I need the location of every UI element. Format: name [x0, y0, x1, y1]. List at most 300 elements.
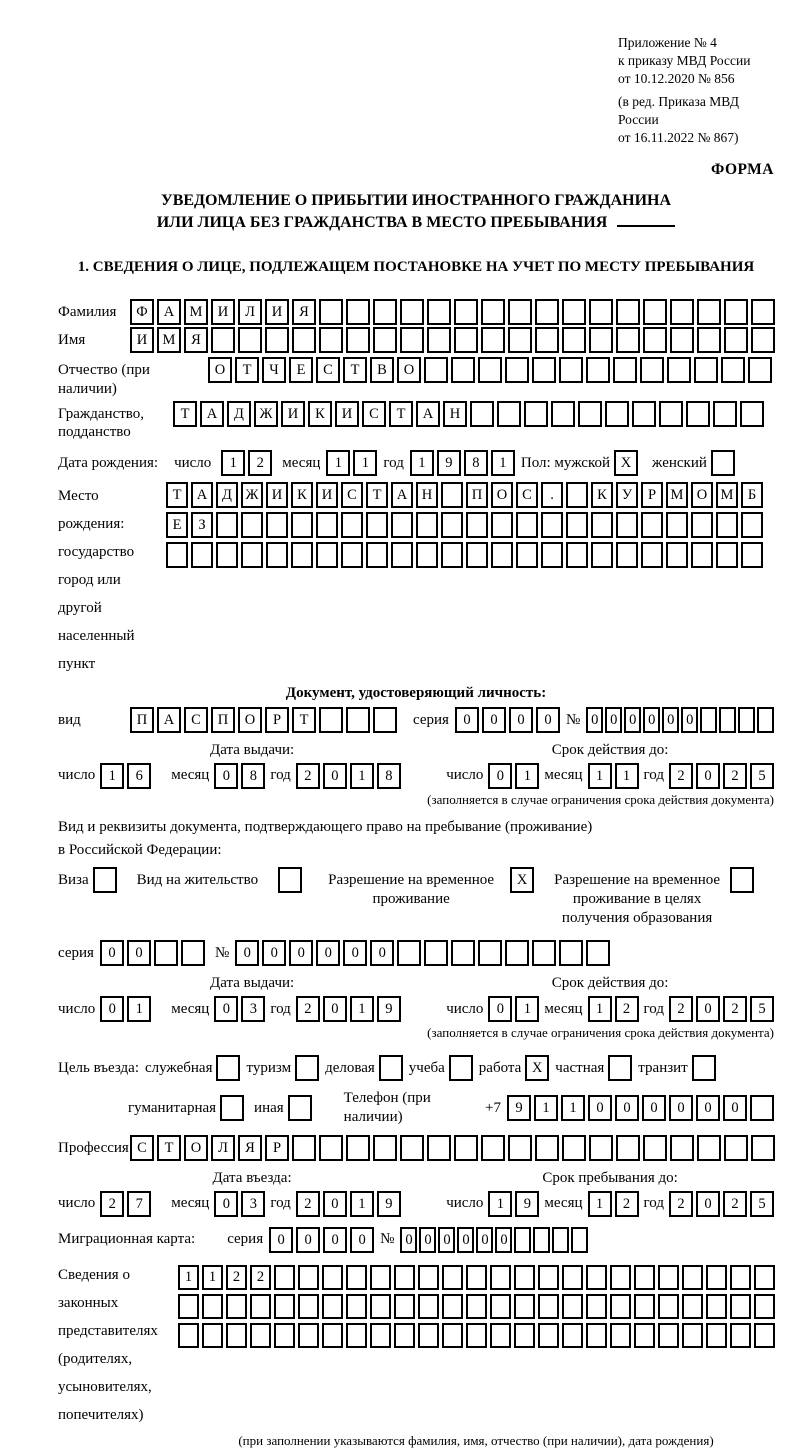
form-cell[interactable]: О: [397, 357, 421, 383]
form-cell[interactable]: [589, 1135, 613, 1161]
form-cell[interactable]: Т: [343, 357, 367, 383]
form-cell[interactable]: 0: [586, 707, 603, 733]
form-cell[interactable]: [442, 1265, 463, 1290]
form-cell[interactable]: [491, 512, 513, 538]
form-cell[interactable]: 9: [437, 450, 461, 476]
form-cell[interactable]: [322, 1294, 343, 1319]
form-cell[interactable]: [427, 327, 451, 353]
form-cell[interactable]: [666, 512, 688, 538]
form-cell[interactable]: [466, 512, 488, 538]
form-cell[interactable]: [478, 357, 502, 383]
residence-valid-day-input[interactable]: [488, 996, 539, 1022]
form-cell[interactable]: [562, 1265, 583, 1290]
form-cell[interactable]: [670, 327, 694, 353]
form-cell[interactable]: [178, 1294, 199, 1319]
form-cell[interactable]: 3: [241, 996, 265, 1022]
form-cell[interactable]: [738, 707, 755, 733]
form-cell[interactable]: [751, 1135, 775, 1161]
form-cell[interactable]: Р: [265, 1135, 289, 1161]
form-cell[interactable]: 0: [482, 707, 506, 733]
form-cell[interactable]: 9: [507, 1095, 531, 1121]
form-cell[interactable]: 1: [515, 996, 539, 1022]
form-cell[interactable]: [514, 1265, 535, 1290]
form-cell[interactable]: [586, 357, 610, 383]
form-cell[interactable]: 0: [419, 1227, 436, 1253]
form-cell[interactable]: [391, 542, 413, 568]
form-cell[interactable]: 1: [491, 450, 515, 476]
form-cell[interactable]: [586, 1294, 607, 1319]
form-cell[interactable]: 0: [696, 1095, 720, 1121]
form-cell[interactable]: [466, 1265, 487, 1290]
identity-issue-day-input[interactable]: [100, 763, 151, 789]
form-cell[interactable]: [616, 542, 638, 568]
form-cell[interactable]: [400, 327, 424, 353]
form-cell[interactable]: [640, 357, 664, 383]
form-cell[interactable]: О: [184, 1135, 208, 1161]
form-cell[interactable]: [535, 299, 559, 325]
form-cell[interactable]: [481, 299, 505, 325]
form-cell[interactable]: М: [716, 482, 738, 508]
form-cell[interactable]: А: [416, 401, 440, 427]
form-cell[interactable]: [394, 1323, 415, 1348]
form-cell[interactable]: [322, 1265, 343, 1290]
form-cell[interactable]: [713, 401, 737, 427]
form-cell[interactable]: [514, 1294, 535, 1319]
form-cell[interactable]: С: [184, 707, 208, 733]
form-cell[interactable]: 0: [127, 940, 151, 966]
form-cell[interactable]: И: [316, 482, 338, 508]
form-cell[interactable]: [416, 512, 438, 538]
entry-day-input[interactable]: [100, 1191, 151, 1217]
form-cell[interactable]: [751, 299, 775, 325]
form-cell[interactable]: 0: [696, 1191, 720, 1217]
form-cell[interactable]: [216, 512, 238, 538]
purpose-tourism-checkbox[interactable]: [295, 1055, 319, 1081]
purpose-private-checkbox[interactable]: [608, 1055, 632, 1081]
form-cell[interactable]: К: [591, 482, 613, 508]
form-cell[interactable]: [754, 1323, 775, 1348]
form-cell[interactable]: [719, 707, 736, 733]
form-cell[interactable]: [466, 542, 488, 568]
form-cell[interactable]: 1: [588, 1191, 612, 1217]
residence-valid-month-input[interactable]: [588, 996, 639, 1022]
given-name-input[interactable]: [130, 327, 775, 353]
form-cell[interactable]: 0: [457, 1227, 474, 1253]
form-cell[interactable]: 1: [202, 1265, 223, 1290]
form-cell[interactable]: Т: [235, 357, 259, 383]
form-cell[interactable]: Я: [184, 327, 208, 353]
residence-issue-month-input[interactable]: [214, 996, 265, 1022]
representatives-row-2-input[interactable]: [178, 1294, 775, 1319]
form-cell[interactable]: [697, 327, 721, 353]
form-cell[interactable]: [373, 299, 397, 325]
form-cell[interactable]: 0: [323, 1227, 347, 1253]
form-cell[interactable]: 0: [100, 940, 124, 966]
form-cell[interactable]: [591, 542, 613, 568]
form-cell[interactable]: [505, 357, 529, 383]
form-cell[interactable]: [562, 1135, 586, 1161]
form-cell[interactable]: 0: [495, 1227, 512, 1253]
form-cell[interactable]: [266, 512, 288, 538]
form-cell[interactable]: 0: [400, 1227, 417, 1253]
form-cell[interactable]: 3: [241, 1191, 265, 1217]
form-cell[interactable]: [643, 327, 667, 353]
form-cell[interactable]: 2: [296, 996, 320, 1022]
form-cell[interactable]: [694, 357, 718, 383]
entry-year-input[interactable]: [296, 1191, 401, 1217]
form-cell[interactable]: 0: [214, 996, 238, 1022]
form-cell[interactable]: А: [391, 482, 413, 508]
form-cell[interactable]: [454, 1135, 478, 1161]
form-cell[interactable]: [706, 1323, 727, 1348]
birth-place-row-1-input[interactable]: [166, 482, 763, 508]
form-cell[interactable]: [418, 1323, 439, 1348]
form-cell[interactable]: Т: [173, 401, 197, 427]
form-cell[interactable]: [541, 512, 563, 538]
form-cell[interactable]: [292, 1135, 316, 1161]
form-cell[interactable]: Т: [166, 482, 188, 508]
form-cell[interactable]: О: [208, 357, 232, 383]
stay-month-input[interactable]: [588, 1191, 639, 1217]
form-cell[interactable]: [238, 327, 262, 353]
form-cell[interactable]: С: [341, 482, 363, 508]
residence-doc-number-input[interactable]: [235, 940, 610, 966]
form-cell[interactable]: [298, 1323, 319, 1348]
identity-valid-month-input[interactable]: [588, 763, 639, 789]
form-cell[interactable]: [441, 542, 463, 568]
form-cell[interactable]: [686, 401, 710, 427]
form-cell[interactable]: 2: [226, 1265, 247, 1290]
form-cell[interactable]: У: [616, 482, 638, 508]
form-cell[interactable]: [724, 327, 748, 353]
identity-doc-series-input[interactable]: [455, 707, 560, 733]
form-cell[interactable]: [697, 299, 721, 325]
form-cell[interactable]: А: [157, 299, 181, 325]
form-cell[interactable]: [605, 401, 629, 427]
migration-card-series-input[interactable]: [269, 1227, 374, 1253]
surname-input[interactable]: [130, 299, 775, 325]
form-cell[interactable]: [442, 1294, 463, 1319]
form-cell[interactable]: О: [491, 482, 513, 508]
form-cell[interactable]: [616, 512, 638, 538]
identity-valid-day-input[interactable]: [488, 763, 539, 789]
form-cell[interactable]: .: [541, 482, 563, 508]
form-cell[interactable]: [658, 1294, 679, 1319]
form-cell[interactable]: [700, 707, 717, 733]
form-cell[interactable]: [322, 1323, 343, 1348]
form-cell[interactable]: Ж: [254, 401, 278, 427]
form-cell[interactable]: 0: [696, 996, 720, 1022]
form-cell[interactable]: 1: [350, 1191, 374, 1217]
form-cell[interactable]: 1: [534, 1095, 558, 1121]
form-cell[interactable]: [416, 542, 438, 568]
form-cell[interactable]: [370, 1294, 391, 1319]
form-cell[interactable]: [181, 940, 205, 966]
form-cell[interactable]: [373, 1135, 397, 1161]
form-cell[interactable]: Е: [289, 357, 313, 383]
form-cell[interactable]: [610, 1294, 631, 1319]
form-cell[interactable]: Р: [641, 482, 663, 508]
form-cell[interactable]: [591, 512, 613, 538]
form-cell[interactable]: Я: [292, 299, 316, 325]
form-cell[interactable]: И: [211, 299, 235, 325]
form-cell[interactable]: [316, 542, 338, 568]
form-cell[interactable]: С: [130, 1135, 154, 1161]
form-cell[interactable]: 0: [476, 1227, 493, 1253]
option-residence-permit-checkbox[interactable]: [278, 867, 302, 893]
form-cell[interactable]: [610, 1323, 631, 1348]
form-cell[interactable]: 1: [100, 763, 124, 789]
form-cell[interactable]: [643, 1135, 667, 1161]
migration-card-number-input[interactable]: [400, 1227, 588, 1253]
sex-male-checkbox[interactable]: X: [614, 450, 638, 476]
form-cell[interactable]: З: [191, 512, 213, 538]
form-cell[interactable]: [508, 327, 532, 353]
identity-issue-month-input[interactable]: [214, 763, 265, 789]
form-cell[interactable]: [535, 1135, 559, 1161]
form-cell[interactable]: 0: [316, 940, 340, 966]
form-cell[interactable]: [397, 940, 421, 966]
form-cell[interactable]: 2: [615, 1191, 639, 1217]
form-cell[interactable]: [346, 1135, 370, 1161]
form-cell[interactable]: [741, 512, 763, 538]
form-cell[interactable]: М: [157, 327, 181, 353]
form-cell[interactable]: [241, 542, 263, 568]
form-cell[interactable]: 2: [723, 763, 747, 789]
form-cell[interactable]: 2: [669, 1191, 693, 1217]
stay-year-input[interactable]: [669, 1191, 774, 1217]
form-cell[interactable]: [274, 1265, 295, 1290]
form-cell[interactable]: А: [191, 482, 213, 508]
form-cell[interactable]: Б: [741, 482, 763, 508]
form-cell[interactable]: [316, 512, 338, 538]
form-cell[interactable]: [466, 1323, 487, 1348]
form-cell[interactable]: М: [184, 299, 208, 325]
form-cell[interactable]: [535, 327, 559, 353]
form-cell[interactable]: 8: [464, 450, 488, 476]
form-cell[interactable]: 9: [377, 996, 401, 1022]
sex-female-checkbox[interactable]: [711, 450, 735, 476]
form-cell[interactable]: [559, 940, 583, 966]
form-cell[interactable]: [478, 940, 502, 966]
form-cell[interactable]: [716, 512, 738, 538]
form-cell[interactable]: Н: [416, 482, 438, 508]
form-cell[interactable]: 8: [377, 763, 401, 789]
form-cell[interactable]: 7: [127, 1191, 151, 1217]
form-cell[interactable]: Р: [265, 707, 289, 733]
purpose-humanitarian-checkbox[interactable]: [220, 1095, 244, 1121]
form-cell[interactable]: [514, 1227, 531, 1253]
form-cell[interactable]: 1: [178, 1265, 199, 1290]
form-cell[interactable]: [658, 1265, 679, 1290]
form-cell[interactable]: 2: [248, 450, 272, 476]
form-cell[interactable]: [610, 1265, 631, 1290]
form-cell[interactable]: [634, 1323, 655, 1348]
form-cell[interactable]: [751, 327, 775, 353]
form-cell[interactable]: [721, 357, 745, 383]
form-cell[interactable]: [533, 1227, 550, 1253]
representatives-row-3-input[interactable]: [178, 1323, 775, 1348]
citizenship-input[interactable]: [173, 401, 764, 427]
form-cell[interactable]: [250, 1323, 271, 1348]
form-cell[interactable]: Я: [238, 1135, 262, 1161]
form-cell[interactable]: И: [266, 482, 288, 508]
form-cell[interactable]: Ч: [262, 357, 286, 383]
form-cell[interactable]: 1: [353, 450, 377, 476]
form-cell[interactable]: 0: [323, 763, 347, 789]
form-cell[interactable]: 0: [343, 940, 367, 966]
form-cell[interactable]: [427, 1135, 451, 1161]
form-cell[interactable]: [451, 357, 475, 383]
form-cell[interactable]: [346, 707, 370, 733]
form-cell[interactable]: [730, 1323, 751, 1348]
form-cell[interactable]: 0: [455, 707, 479, 733]
form-cell[interactable]: [319, 707, 343, 733]
form-cell[interactable]: 2: [669, 996, 693, 1022]
form-cell[interactable]: [538, 1265, 559, 1290]
form-cell[interactable]: [250, 1294, 271, 1319]
form-cell[interactable]: [641, 512, 663, 538]
form-cell[interactable]: [589, 327, 613, 353]
form-cell[interactable]: 0: [296, 1227, 320, 1253]
form-cell[interactable]: [481, 327, 505, 353]
form-cell[interactable]: [370, 1323, 391, 1348]
form-cell[interactable]: [373, 707, 397, 733]
form-cell[interactable]: И: [265, 299, 289, 325]
form-cell[interactable]: [691, 542, 713, 568]
option-visa-checkbox[interactable]: [93, 867, 117, 893]
form-cell[interactable]: А: [200, 401, 224, 427]
form-cell[interactable]: [394, 1265, 415, 1290]
form-cell[interactable]: 5: [750, 996, 774, 1022]
form-cell[interactable]: 1: [410, 450, 434, 476]
form-cell[interactable]: [346, 1265, 367, 1290]
form-cell[interactable]: 0: [438, 1227, 455, 1253]
form-cell[interactable]: М: [666, 482, 688, 508]
form-cell[interactable]: 0: [323, 1191, 347, 1217]
form-cell[interactable]: 0: [696, 763, 720, 789]
form-cell[interactable]: [634, 1265, 655, 1290]
form-cell[interactable]: [697, 1135, 721, 1161]
form-cell[interactable]: [191, 542, 213, 568]
form-cell[interactable]: [754, 1294, 775, 1319]
form-cell[interactable]: [366, 512, 388, 538]
form-cell[interactable]: [441, 482, 463, 508]
form-cell[interactable]: [319, 1135, 343, 1161]
form-cell[interactable]: С: [516, 482, 538, 508]
residence-issue-day-input[interactable]: [100, 996, 151, 1022]
form-cell[interactable]: 1: [615, 763, 639, 789]
form-cell[interactable]: [667, 357, 691, 383]
form-cell[interactable]: Т: [292, 707, 316, 733]
form-cell[interactable]: [740, 401, 764, 427]
form-cell[interactable]: [724, 299, 748, 325]
form-cell[interactable]: [571, 1227, 588, 1253]
form-cell[interactable]: [730, 1265, 751, 1290]
form-cell[interactable]: [265, 327, 289, 353]
form-cell[interactable]: 9: [377, 1191, 401, 1217]
form-cell[interactable]: 1: [350, 763, 374, 789]
form-cell[interactable]: [366, 542, 388, 568]
form-cell[interactable]: [562, 299, 586, 325]
form-cell[interactable]: 2: [100, 1191, 124, 1217]
form-cell[interactable]: [466, 1294, 487, 1319]
form-cell[interactable]: С: [316, 357, 340, 383]
form-cell[interactable]: [666, 542, 688, 568]
form-cell[interactable]: [516, 512, 538, 538]
form-cell[interactable]: [750, 1095, 774, 1121]
form-cell[interactable]: П: [211, 707, 235, 733]
form-cell[interactable]: П: [466, 482, 488, 508]
form-cell[interactable]: [566, 482, 588, 508]
form-cell[interactable]: 0: [350, 1227, 374, 1253]
purpose-study-checkbox[interactable]: [449, 1055, 473, 1081]
form-cell[interactable]: [211, 327, 235, 353]
form-cell[interactable]: [682, 1323, 703, 1348]
form-cell[interactable]: [551, 401, 575, 427]
form-cell[interactable]: [319, 299, 343, 325]
profession-input[interactable]: [130, 1135, 775, 1161]
purpose-official-checkbox[interactable]: [216, 1055, 240, 1081]
form-cell[interactable]: 1: [588, 996, 612, 1022]
form-cell[interactable]: 0: [488, 996, 512, 1022]
form-cell[interactable]: [346, 299, 370, 325]
form-cell[interactable]: [427, 299, 451, 325]
form-cell[interactable]: [670, 299, 694, 325]
form-cell[interactable]: [505, 940, 529, 966]
form-cell[interactable]: [559, 357, 583, 383]
birth-year-input[interactable]: [410, 450, 515, 476]
form-cell[interactable]: [524, 401, 548, 427]
form-cell[interactable]: [202, 1294, 223, 1319]
form-cell[interactable]: [341, 512, 363, 538]
form-cell[interactable]: [394, 1294, 415, 1319]
form-cell[interactable]: [616, 1135, 640, 1161]
form-cell[interactable]: 0: [642, 1095, 666, 1121]
form-cell[interactable]: [706, 1265, 727, 1290]
form-cell[interactable]: [552, 1227, 569, 1253]
birth-place-row-2-input[interactable]: [166, 512, 763, 538]
form-cell[interactable]: [757, 707, 774, 733]
form-cell[interactable]: [616, 327, 640, 353]
form-cell[interactable]: [470, 401, 494, 427]
form-cell[interactable]: [682, 1265, 703, 1290]
purpose-work-checkbox[interactable]: X: [525, 1055, 549, 1081]
form-cell[interactable]: [490, 1265, 511, 1290]
form-cell[interactable]: [266, 542, 288, 568]
form-cell[interactable]: О: [691, 482, 713, 508]
form-cell[interactable]: 1: [326, 450, 350, 476]
form-cell[interactable]: 0: [100, 996, 124, 1022]
form-cell[interactable]: 0: [214, 763, 238, 789]
form-cell[interactable]: Д: [216, 482, 238, 508]
form-cell[interactable]: 0: [588, 1095, 612, 1121]
form-cell[interactable]: Л: [211, 1135, 235, 1161]
form-cell[interactable]: [516, 542, 538, 568]
form-cell[interactable]: 1: [561, 1095, 585, 1121]
birth-place-row-3-input[interactable]: [166, 542, 763, 568]
form-cell[interactable]: [481, 1135, 505, 1161]
form-cell[interactable]: [202, 1323, 223, 1348]
form-cell[interactable]: 2: [669, 763, 693, 789]
purpose-transit-checkbox[interactable]: [692, 1055, 716, 1081]
form-cell[interactable]: [643, 299, 667, 325]
form-cell[interactable]: [538, 1323, 559, 1348]
form-cell[interactable]: 0: [536, 707, 560, 733]
form-cell[interactable]: [562, 1294, 583, 1319]
form-cell[interactable]: 0: [509, 707, 533, 733]
form-cell[interactable]: [691, 512, 713, 538]
